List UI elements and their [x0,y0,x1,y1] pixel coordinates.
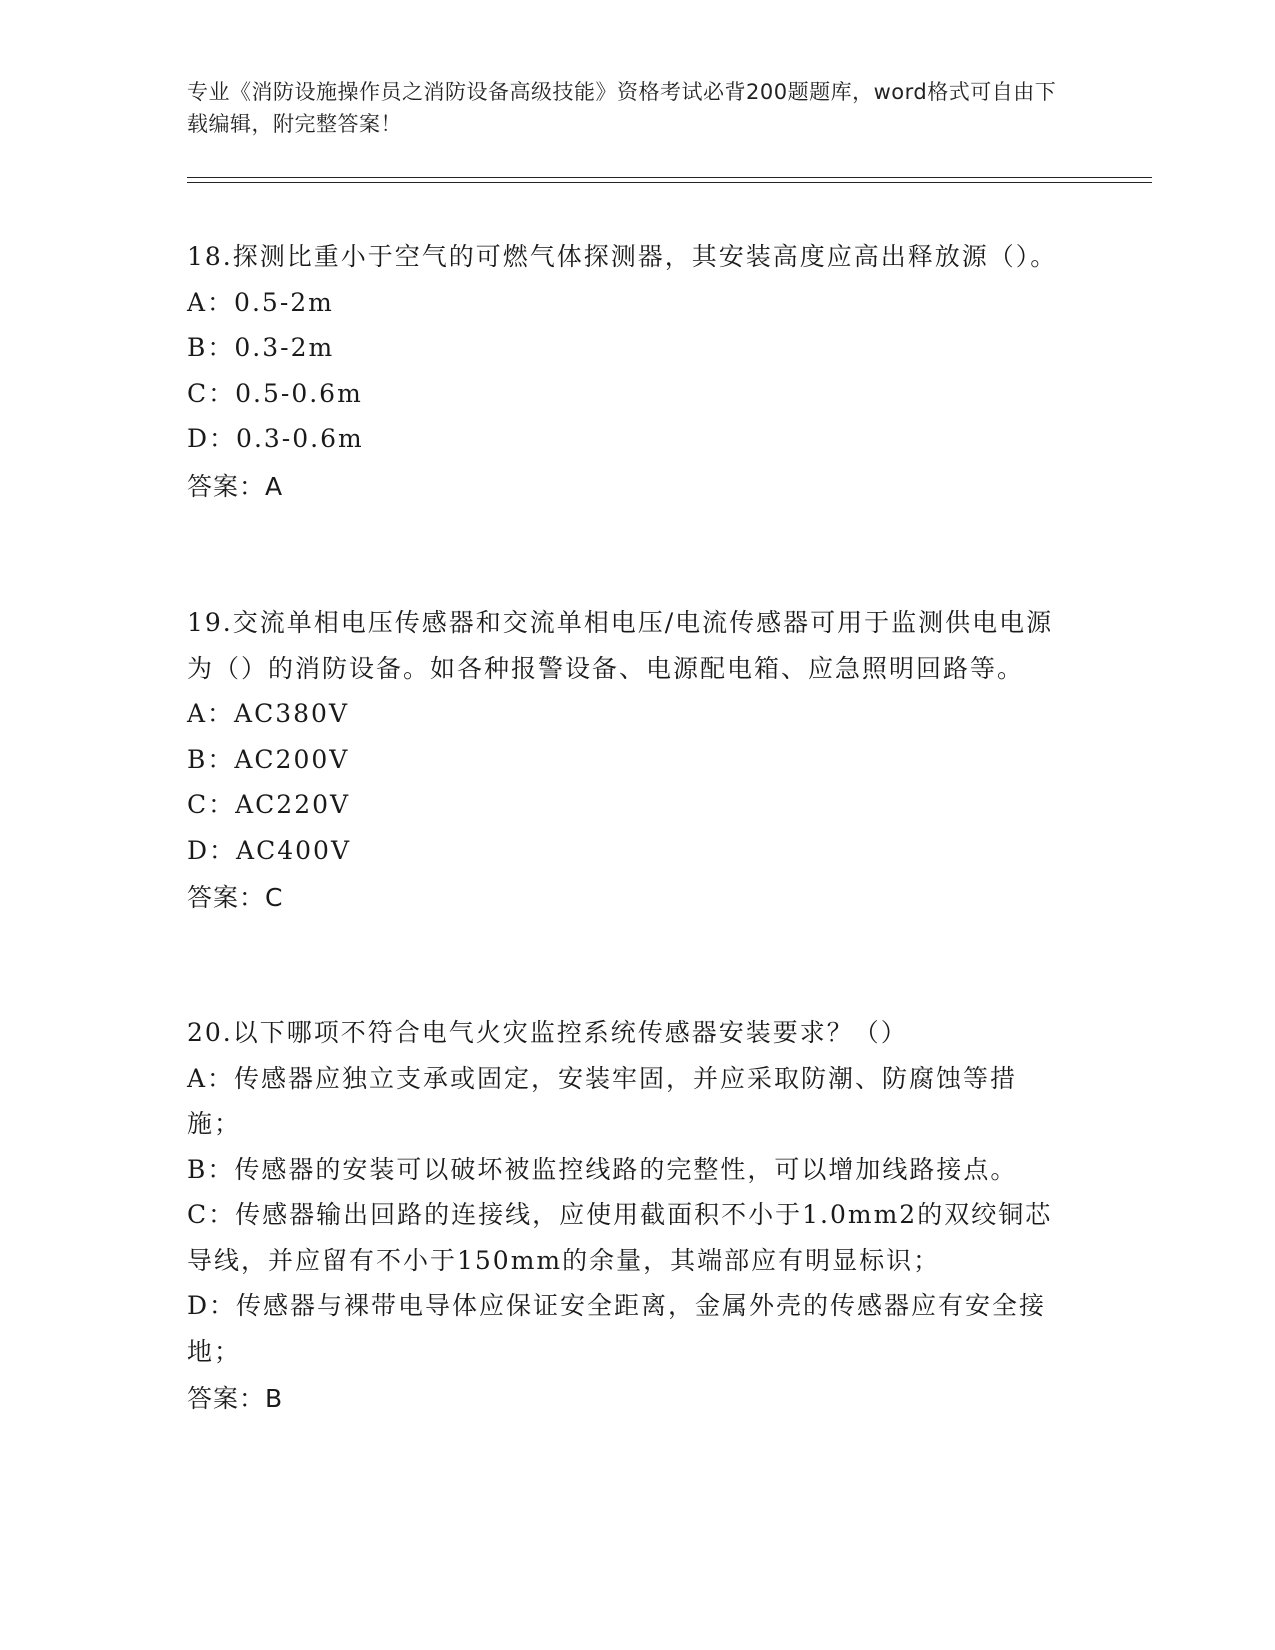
question-18 [187,234,1067,509]
option-b: B：AC200V [187,744,350,774]
question-19 [187,600,1067,921]
answer-label: 答案：B [187,1384,284,1413]
option-c: C：AC220V [187,790,351,819]
question-stem: 20.以下哪项不符合电气火灾监控系统传感器安装要求？（） [187,1018,908,1047]
answer-label: 答案：C [187,883,284,912]
header-divider-line-secondary [187,182,1152,183]
option-a: A：传感器应独立支承或固定，安装牢固，并应采取防潮、防腐蚀等措施； [187,1063,1018,1138]
question-20 [187,1010,1067,1422]
option-d: D：0.3-0.6m [187,424,364,453]
option-c: C：传感器输出回路的连接线，应使用截面积不小于1.0mm2的双绞铜芯导线，并应留有不小于150mm的余量，其端部应有明显标识； [187,1200,1053,1275]
option-d: D：传感器与裸带电导体应保证安全距离，金属外壳的传感器应有安全接地； [187,1291,1047,1366]
question-stem: 18.探测比重小于空气的可燃气体探测器，其安装高度应高出释放源（）。 [187,242,1058,271]
document-header: 专业《消防设施操作员之消防设备高级技能》资格考试必背200题题库，word格式可自由下载编辑，附完整答案！ [187,80,1057,136]
option-a: A：AC380V [187,699,350,728]
header-divider-line [187,177,1152,178]
question-stem: 19.交流单相电压传感器和交流单相电压/电流传感器可用于监测供电电源为（）的消防设备。如各种报警设备、电源配电箱、应急照明回路等。 [187,608,1054,683]
option-c: C：0.5-0.6m [187,378,363,408]
option-b: B：传感器的安装可以破坏被监控线路的完整性，可以增加线路接点。 [187,1154,1018,1184]
option-a: A：0.5-2m [187,287,334,317]
answer-label: 答案：A [187,471,284,501]
option-d: D：AC400V [187,835,351,865]
option-b: B：0.3-2m [187,333,335,362]
